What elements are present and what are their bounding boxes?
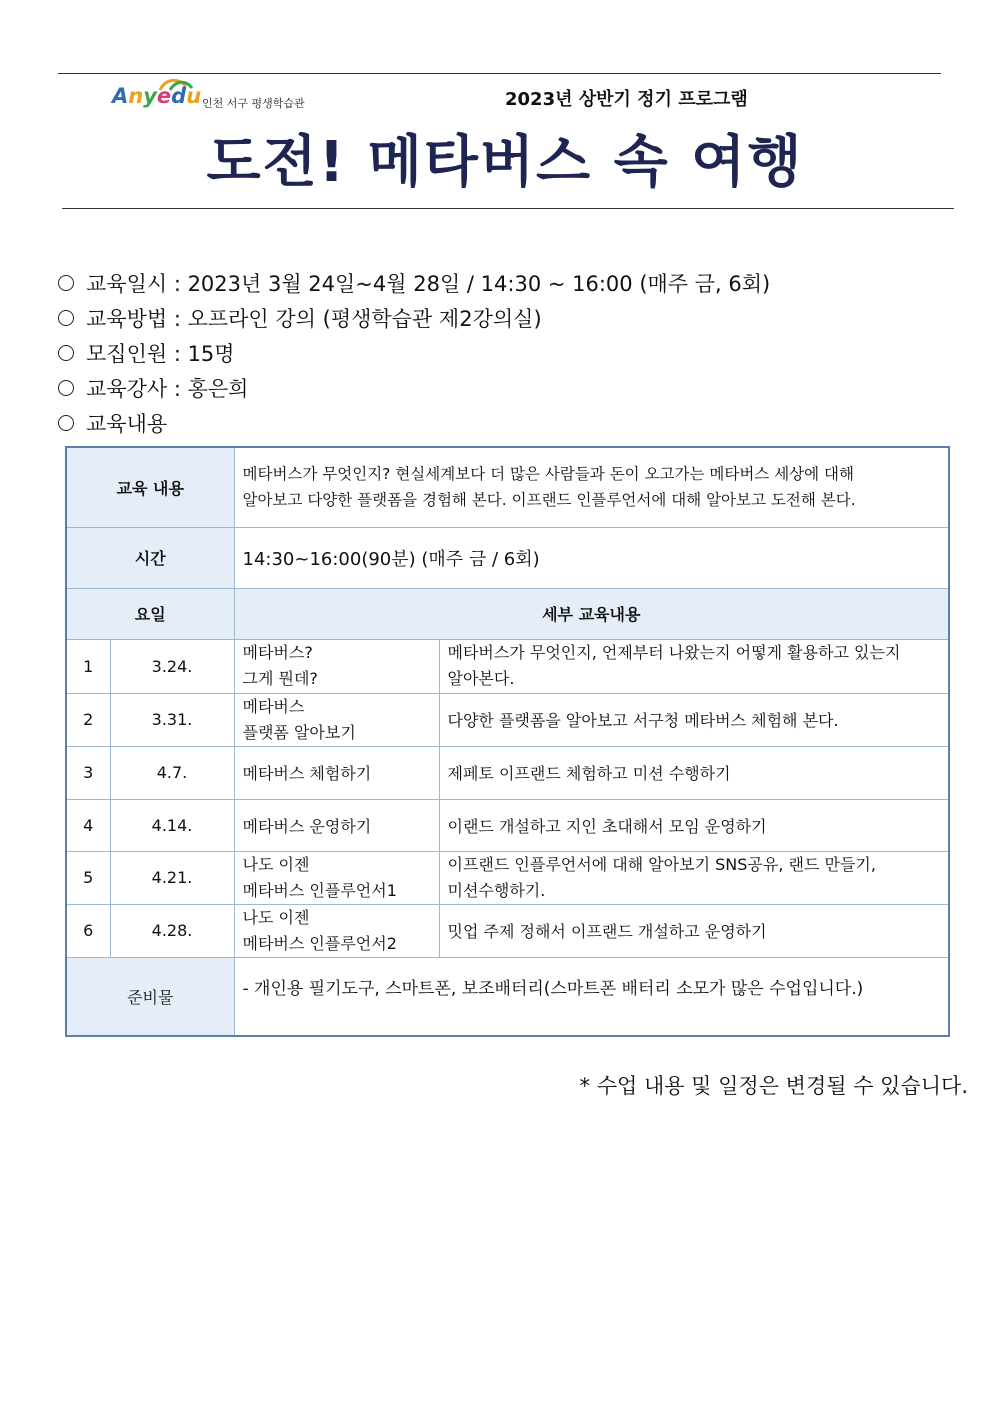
topic-line: 메타버스 — [242, 696, 305, 716]
table-row — [66, 693, 949, 746]
detail-header: 세부 교육내용 — [234, 588, 949, 639]
info-capacity: 모집인원 : 15명 — [58, 338, 235, 368]
prep-value: - 개인용 필기도구, 스마트폰, 보조배터리(스마트폰 배터리 소모가 많은 수업입니다.) — [234, 957, 949, 1036]
topic-line: 플랫폼 알아보기 — [242, 722, 356, 742]
topic-line: 그게 뭔데? — [242, 669, 318, 688]
row-date: 4.28. — [110, 904, 234, 957]
circle-bullet-icon — [58, 415, 74, 431]
table-row — [66, 904, 949, 957]
circle-bullet-icon — [58, 345, 74, 361]
row-description — [439, 639, 949, 693]
day-header: 요일 — [66, 588, 234, 639]
info-schedule: 교육일시 : 2023년 3월 24일~4월 28일 / 14:30 ~ 16:00 (매주 금, 6회) — [58, 268, 770, 298]
topic-line: 나도 이젠 — [242, 854, 310, 874]
time-row — [66, 527, 949, 588]
row-number: 1 — [66, 639, 110, 693]
row-number: 2 — [66, 693, 110, 746]
row-topic: 메타버스 운영하기 — [234, 799, 439, 851]
logo-subtext: 인천 서구 평생학습관 — [202, 97, 305, 110]
row-topic: 메타버스 체험하기 — [234, 746, 439, 799]
table-row — [66, 799, 949, 851]
circle-bullet-icon — [58, 275, 74, 291]
schedule-change-note: * 수업 내용 및 일정은 변경될 수 있습니다. — [579, 1074, 968, 1098]
info-method: 교육방법 : 오프라인 강의 (평생학습관 제2강의실) — [58, 303, 542, 333]
topic-line: 메타버스 인플루언서1 — [242, 880, 397, 900]
circle-bullet-icon — [58, 380, 74, 396]
row-date: 3.31. — [110, 693, 234, 746]
row-number: 3 — [66, 746, 110, 799]
time-value: 14:30~16:00(90분) (매주 금 / 6회) — [234, 527, 949, 588]
content-line: 메타버스가 무엇인지? 현실세계보다 더 많은 사람들과 돈이 오고가는 메타버스 세상에 대해 — [242, 465, 855, 484]
curriculum-table — [65, 446, 950, 1037]
table-row — [66, 746, 949, 799]
row-description: 밋업 주제 정해서 이프랜드 개설하고 운영하기 — [439, 904, 949, 957]
desc-line: 메타버스가 무엇인지, 언제부터 나왔는지 어떻게 활용하고 있는지 — [447, 643, 901, 662]
info-content: 교육내용 — [58, 408, 167, 438]
topic-line: 메타버스? — [242, 643, 313, 662]
row-description: 이랜드 개설하고 지인 초대해서 모임 운영하기 — [439, 799, 949, 851]
table-row — [66, 851, 949, 904]
time-label: 시간 — [66, 527, 234, 588]
circle-bullet-icon — [58, 310, 74, 326]
row-date: 4.7. — [110, 746, 234, 799]
row-topic — [234, 904, 439, 957]
desc-line: 알아본다. — [447, 669, 515, 688]
row-number: 4 — [66, 799, 110, 851]
row-description — [439, 851, 949, 904]
content-label: 교육 내용 — [66, 447, 234, 527]
title-rule — [62, 208, 954, 209]
content-line: 알아보고 다양한 플랫폼을 경험해 본다. 이프랜드 인플루언서에 대해 알아보고 도전해 본다. — [242, 491, 856, 510]
row-topic — [234, 693, 439, 746]
anyedu-logo — [112, 78, 312, 118]
content-description — [234, 447, 949, 527]
program-subtitle: 2023년 상반기 정기 프로그램 — [505, 89, 748, 110]
prep-row — [66, 957, 949, 1036]
topic-line: 나도 이젠 — [242, 907, 310, 927]
row-description: 다양한 플랫폼을 알아보고 서구청 메타버스 체험해 본다. — [439, 693, 949, 746]
desc-line: 미션수행하기. — [447, 880, 546, 900]
row-date: 3.24. — [110, 639, 234, 693]
topic-line: 메타버스 인플루언서2 — [242, 933, 397, 953]
prep-label: 준비물 — [66, 957, 234, 1036]
top-rule — [58, 73, 941, 74]
row-date: 4.14. — [110, 799, 234, 851]
page-title: 도전! 메타버스 속 여행 — [206, 130, 804, 195]
row-number: 6 — [66, 904, 110, 957]
logo-wordmark: Anyedu — [112, 84, 202, 108]
row-topic — [234, 851, 439, 904]
desc-line: 이프랜드 인플루언서에 대해 알아보기 SNS공유, 랜드 만들기, — [447, 854, 876, 874]
header-row — [66, 588, 949, 639]
row-description: 제페토 이프랜드 체험하고 미션 수행하기 — [439, 746, 949, 799]
content-row — [66, 447, 949, 527]
row-topic — [234, 639, 439, 693]
row-date: 4.21. — [110, 851, 234, 904]
info-instructor: 교육강사 : 홍은희 — [58, 373, 248, 403]
row-number: 5 — [66, 851, 110, 904]
table-row — [66, 639, 949, 693]
